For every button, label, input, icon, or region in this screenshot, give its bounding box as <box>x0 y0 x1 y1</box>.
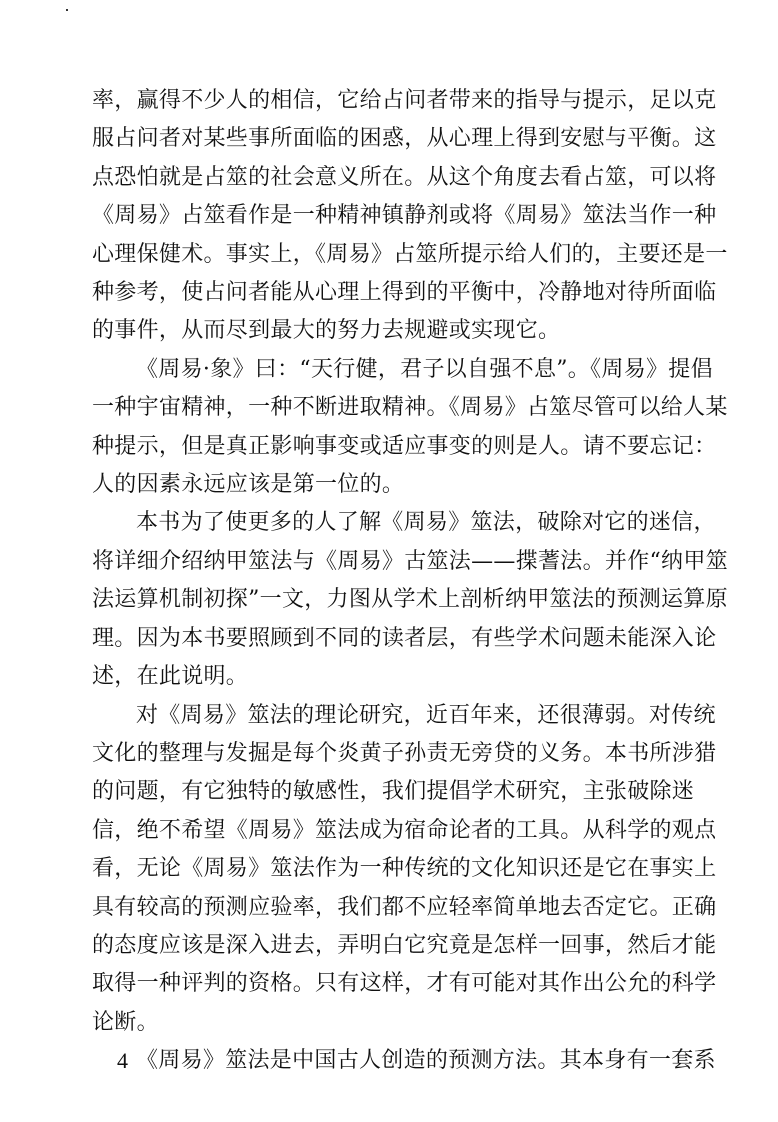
page-number: 4 <box>117 1048 128 1073</box>
paragraph-1: 率，赢得不少人的相信，它给占问者带来的指导与提示，足以克服占问者对某些事所面临的困惑，从心理上得到安慰与平衡。这点恐怕就是占筮的社会意义所在。从这个角度去看占筮，可以将《周易》占筮看作是一种精神镇静剂或将《周易》筮法当作一种心理保健术。事实上，《周易》占筮所提示给人们的，主要还是一种参考，使占问者能从心理上得到的平衡中，冷静地对待所面临的事件，从而尽到最大的努力去规避或实现它。 <box>92 88 728 344</box>
paragraph-5: 《周易》筮法是中国古人创造的预测方法。其本身有一套系 <box>136 1048 716 1074</box>
paragraph-4: 对《周易》筮法的理论研究，近百年来，还很薄弱。对传统文化的整理与发掘是每个炎黄子孙责无旁贷的义务。本书所涉猎的问题，有它独特的敏感性，我们提倡学术研究，主张破除迷信，绝不希望《周易》筮法成为宿命论者的工具。从科学的观点看，无论《周易》筮法作为一种传统的文化知识还是它在事实上具有较高的预测应验率，我们都不应轻率简单地去否定它。正确的态度应该是深入进去，弄明白它究竟是怎样一回事，然后才能取得一种评判的资格。只有这样，才有可能对其作出公允的科学论断。 <box>92 702 717 1035</box>
body-text <box>92 82 732 1081</box>
paragraph-2: 《周易·象》曰：“天行健，君子以自强不息”。《周易》提倡一种宇宙精神，一种不断进取精神。《周易》占筮尽管可以给人某种提示，但是真正影响事变或适应事变的则是人。请不要忘记：人的因素永远应该是第一位的。 <box>92 356 728 498</box>
scan-mark <box>66 9 68 11</box>
paragraph-3: 本书为了使更多的人了解《周易》筮法，破除对它的迷信，将详细介绍纳甲筮法与《周易》古筮法——揲蓍法。并作“纳甲筮法运算机制初探”一文，力图从学术上剖析纳甲筮法的预测运算原理。因为本书要照顾到不同的读者层，有些学术问题未能深入论述，在此说明。 <box>92 510 728 690</box>
